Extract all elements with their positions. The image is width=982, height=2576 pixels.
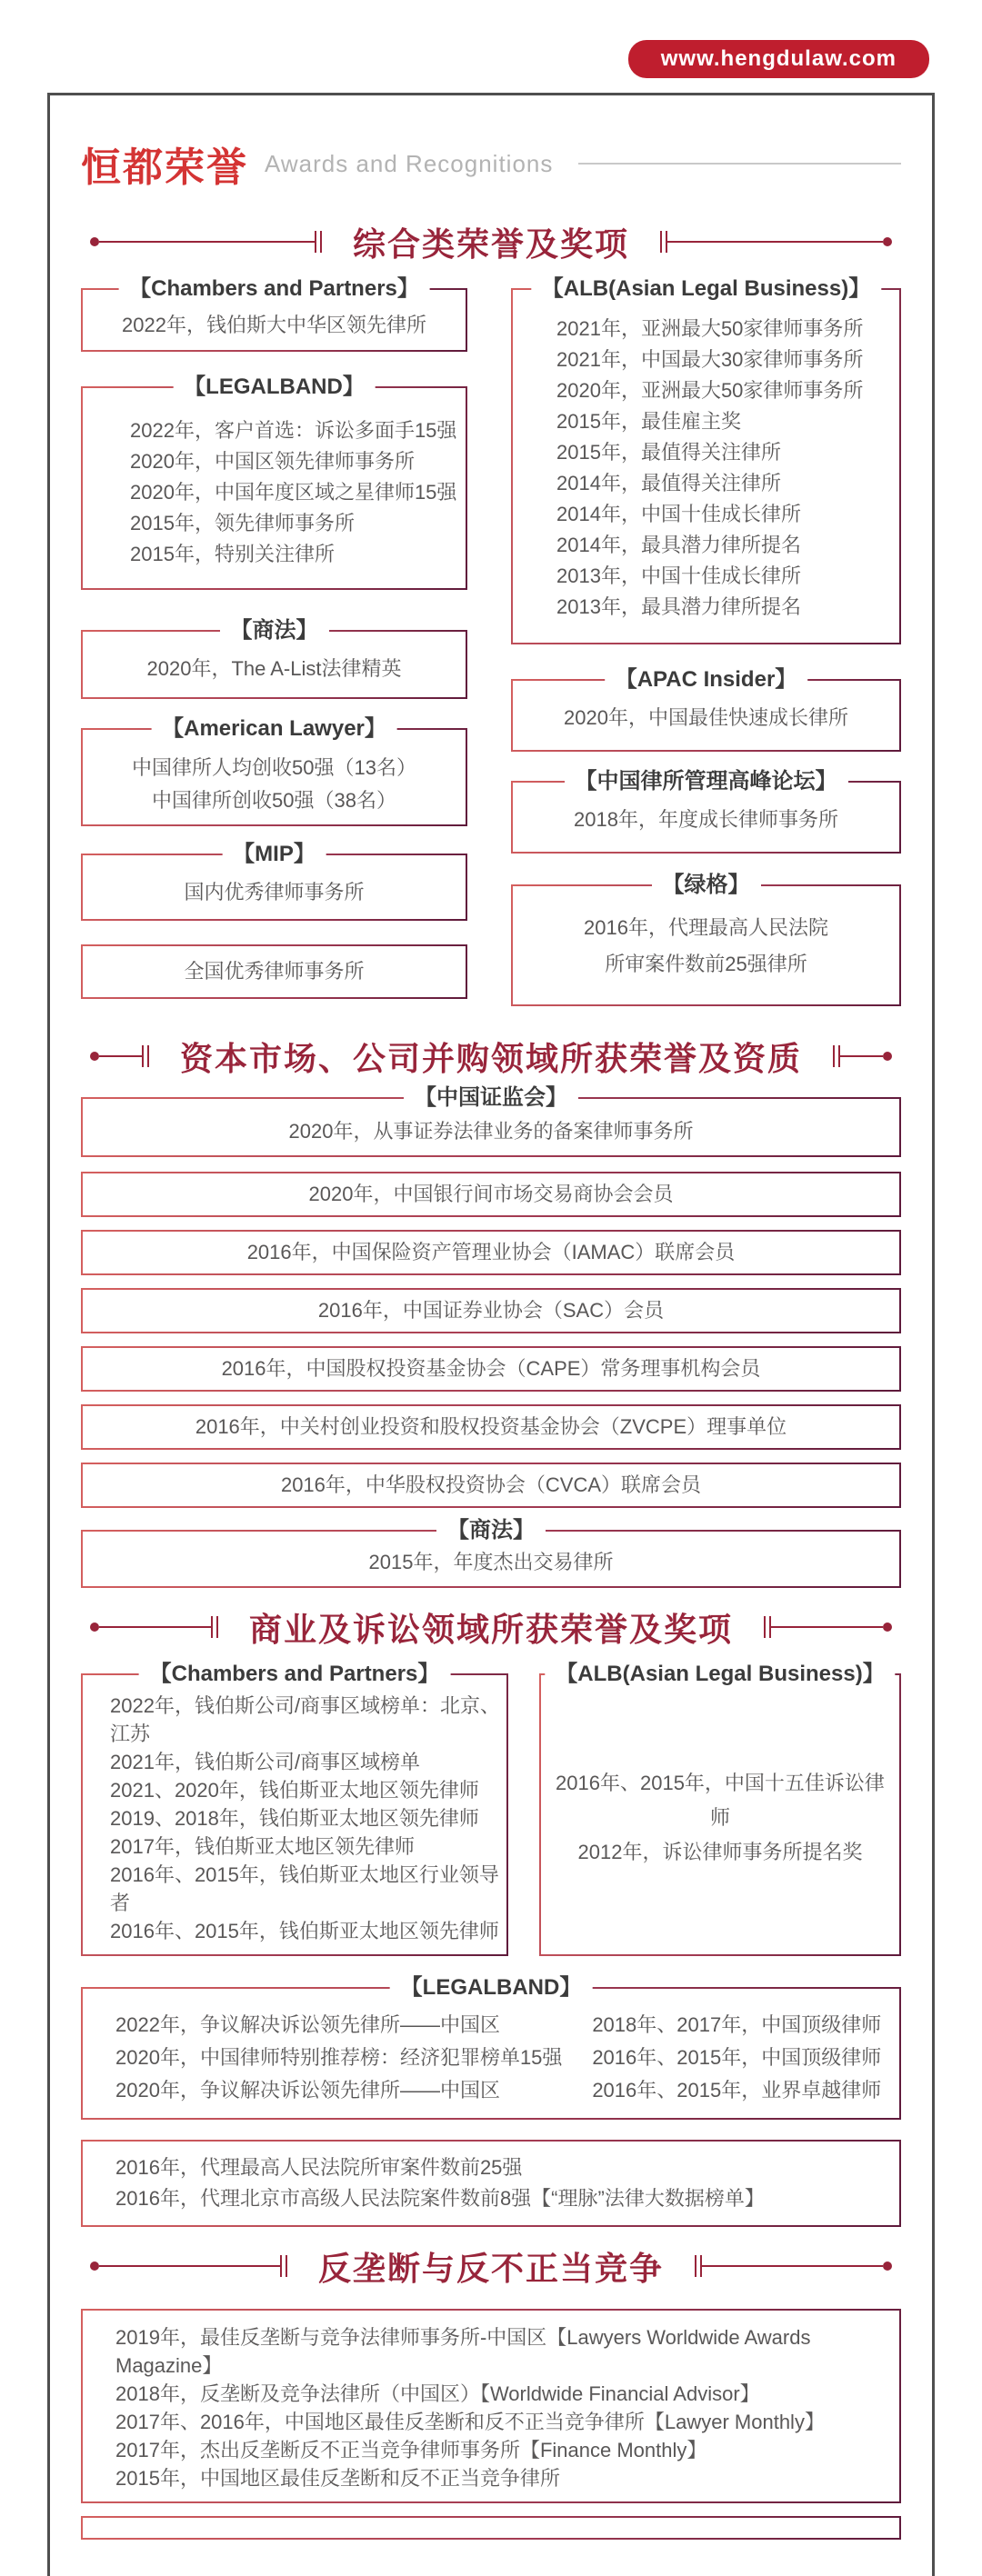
decor-double-bar [211,1616,218,1638]
decor-dot [883,2261,892,2271]
section-3-title: 商业及诉讼领域所获荣誉及奖项 [249,1611,734,1648]
award-line: 2013年，最具潜力律所提名 [556,595,801,618]
award-box-title: 【中国证监会】 [404,1085,578,1111]
decor-dot [90,1052,99,1061]
section-4-header [81,2245,901,2287]
decor-dot [90,2261,99,2271]
award-box-alb [511,276,901,644]
award-box-title: 【商法】 [220,618,329,644]
membership-box [81,1230,901,1275]
award-box-title: 【ALB(Asian Legal Business)】 [545,1662,895,1687]
award-line: 2022年，钱伯斯公司/商事区域榜单：北京、江苏 [110,1694,501,1745]
decor-dot [90,237,99,246]
award-line: 2016年、2015年，钱伯斯亚太地区领先律师 [110,1920,499,1942]
award-box-title: 【ALB(Asian Legal Business)】 [531,276,881,302]
page-subtitle: Awards and Recognitions [265,149,554,177]
content-frame [47,93,935,2576]
award-line: 2013年，中国十佳成长律所 [556,564,801,587]
award-box-csrc [81,1085,901,1157]
decor-line [667,241,883,243]
award-line: 2017年，杰出反垄断反不正当竞争律师事务所【Finance Monthly】 [115,2439,707,2461]
award-box-china-business-law [81,618,467,699]
section-1-columns [81,276,901,1006]
section-3-columns [81,1662,901,1956]
header-divider-line [578,163,901,165]
award-box-title: 【Chambers and Partners】 [118,276,430,302]
award-line: 2015年，最值得关注律所 [556,441,781,464]
award-line: 2012年，诉讼律师事务所提名奖 [577,1840,863,1863]
award-line: 中国律所创收50强（38名） [152,789,396,812]
decor-line [840,1055,883,1057]
decor-double-bar [660,231,667,253]
award-box-chambers-partners [81,276,467,352]
award-box-title: 【LEGALBAND】 [390,1975,593,2001]
decor-double-bar [764,1616,771,1638]
award-line: 全国优秀律师事务所 [184,960,365,983]
decor-dot [883,237,892,246]
award-line: 2018年、2017年，中国顶级律师 [592,2013,882,2036]
section-2-header [81,1035,901,1077]
website-url: www.hengdulaw.com [660,46,897,71]
award-line: 2018年，年度成长律师事务所 [574,808,838,831]
decor-double-bar [142,1045,149,1067]
legalband-left-list [115,2009,592,2107]
award-box-lvge [511,873,901,1006]
award-line: 2020年，The A-List法律精英 [146,657,402,680]
award-line: 2022年，客户首选：诉讼多面手15强 [130,419,457,442]
award-line: 2015年，年度杰出交易律所 [368,1551,614,1573]
award-box-title: 【MIP】 [222,842,326,867]
award-line: 2016年，代理最高人民法院 [584,916,828,939]
award-line: 2016年、2015年，中国十五佳诉讼律师 [556,1771,885,1829]
section-2-title: 资本市场、公司并购领域所获荣誉及资质 [180,1040,803,1077]
award-box-legalband-litigation [81,1975,901,2120]
page-header [81,137,901,190]
decor-line [99,1055,142,1057]
decor-double-bar [280,2255,287,2277]
award-line: 中国律所人均创收50强（13名） [132,756,416,779]
award-box-antitrust [81,2309,901,2503]
award-line: 2016年，代理北京市高级人民法院案件数前8强【“理脉”法律大数据榜单】 [115,2187,765,2210]
section-3-right-column [539,1662,901,1956]
section-1-left-column [81,276,467,1006]
decor-line [702,2265,883,2267]
award-line: 2021年，亚洲最大50家律师事务所 [556,317,864,340]
section-3-header [81,1606,901,1648]
membership-box [81,1172,901,1217]
award-box-legalband [81,374,467,590]
award-line: 2020年，中国最佳快速成长律所 [564,706,848,729]
award-line: 2020年，中国年度区域之星律师15强 [130,481,457,504]
award-line: 2016年，中国保险资产管理业协会（IAMAC）联席会员 [246,1241,736,1263]
award-line: 2015年，最佳雇主奖 [556,410,741,433]
award-box-apac-insider [511,667,901,752]
award-line: 2020年，中国律师特别推荐榜：经济犯罪榜单15强 [115,2046,563,2069]
membership-box [81,1404,901,1450]
section-1-header [81,221,901,263]
award-line: 2019年，最佳反垄断与竞争法律师事务所-中国区【Lawyers Worldwide Awards Magazine】 [115,2326,811,2377]
award-line: 2014年，最值得关注律所 [556,472,781,494]
award-line: 2020年，亚洲最大50家律师事务所 [556,379,864,402]
decor-dot [90,1622,99,1632]
decor-line [771,1626,883,1628]
membership-box [81,1288,901,1333]
membership-box [81,1346,901,1392]
award-line: 2016年，中关村创业投资和股权投资基金协会（ZVCPE）理事单位 [195,1415,787,1438]
award-line: 2015年，领先律师事务所 [130,512,355,534]
decor-line [99,1626,211,1628]
award-line: 2016年、2015年，钱伯斯亚太地区行业领导者 [110,1863,499,1914]
decor-line [99,2265,280,2267]
award-line: 2015年，特别关注律所 [130,543,335,565]
award-line: 2021年，钱伯斯公司/商事区域榜单 [110,1751,421,1773]
membership-box [81,1463,901,1508]
award-line: 2016年、2015年，业界卓越律师 [592,2079,882,2102]
award-line: 国内优秀律师事务所 [184,881,365,904]
award-line: 2016年，中国股权投资基金协会（CAPE）常务理事机构会员 [221,1357,761,1380]
award-line: 2020年，争议解决诉讼领先律所——中国区 [115,2079,500,2102]
award-box-title: 【American Lawyer】 [151,716,397,742]
award-line: 2016年，代理最高人民法院所审案件数前25强 [115,2156,523,2179]
award-line: 2021年，中国最大30家律师事务所 [556,348,864,371]
award-line: 2016年，中国证券业协会（SAC）会员 [317,1299,665,1322]
award-line: 2014年，最具潜力律所提名 [556,534,801,556]
award-line: 2017年、2016年，中国地区最佳反垄断和反不正当竞争律所【Lawyer Monthly】 [115,2411,825,2433]
award-line: 2020年，中国区领先律师事务所 [130,450,415,473]
award-box-alb-litigation [539,1662,901,1956]
section-1-right-column [511,276,901,1006]
decor-dot [883,1622,892,1632]
award-line: 2020年，从事证券法律业务的备案律师事务所 [288,1120,694,1143]
page-title: 恒都荣誉 [81,145,248,190]
award-line: 2022年，钱伯斯大中华区领先律所 [122,314,426,336]
decor-double-bar [315,231,322,253]
award-box-title: 【中国律所管理高峰论坛】 [565,769,848,794]
banner-row [0,0,982,93]
award-box-chambers-partners-litigation [81,1662,508,1956]
award-box-title: 【商法】 [436,1518,546,1543]
award-line: 所审案件数前25强律所 [605,953,807,975]
award-box-national-excellent [81,944,467,999]
award-line: 2021、2020年，钱伯斯亚太地区领先律师 [110,1779,479,1802]
award-box-title: 【APAC Insider】 [605,667,808,693]
website-url-banner[interactable] [628,40,929,78]
decor-line [99,241,315,243]
section-1-title: 综合类荣誉及奖项 [353,225,630,263]
award-box-law-firm-forum [511,769,901,854]
award-box-court-cases [81,2140,901,2227]
decor-dot [883,1052,892,1061]
award-box-american-lawyer [81,716,467,826]
cut-off-box [81,2516,901,2540]
section-3-left-column [81,1662,508,1956]
award-line: 2018年，反垄断及竞争法律所（中国区）【Worldwide Financial Advisor】 [115,2382,760,2405]
award-box-title: 【Chambers and Partners】 [139,1662,451,1687]
section-4-title: 反垄断与反不正当竞争 [318,2250,665,2287]
award-line: 2020年，中国银行间市场交易商协会会员 [308,1183,674,1205]
award-line: 2015年，中国地区最佳反垄断和反不正当竞争律所 [115,2467,560,2490]
award-line: 2016年、2015年，中国顶级律师 [592,2046,882,2069]
award-box-china-business-law-2 [81,1518,901,1588]
award-line: 2019、2018年，钱伯斯亚太地区领先律师 [110,1807,479,1830]
award-box-mip [81,842,467,921]
decor-double-bar [833,1045,840,1067]
award-box-title: 【LEGALBAND】 [173,374,376,400]
award-line: 2016年，中华股权投资协会（CVCA）联席会员 [280,1473,702,1496]
award-line: 2017年，钱伯斯亚太地区领先律师 [110,1835,415,1858]
decor-double-bar [695,2255,702,2277]
award-line: 2014年，中国十佳成长律所 [556,503,801,525]
award-line: 2022年，争议解决诉讼领先律所——中国区 [115,2013,500,2036]
legalband-right-list [592,2009,890,2107]
award-box-title: 【绿格】 [652,873,761,898]
